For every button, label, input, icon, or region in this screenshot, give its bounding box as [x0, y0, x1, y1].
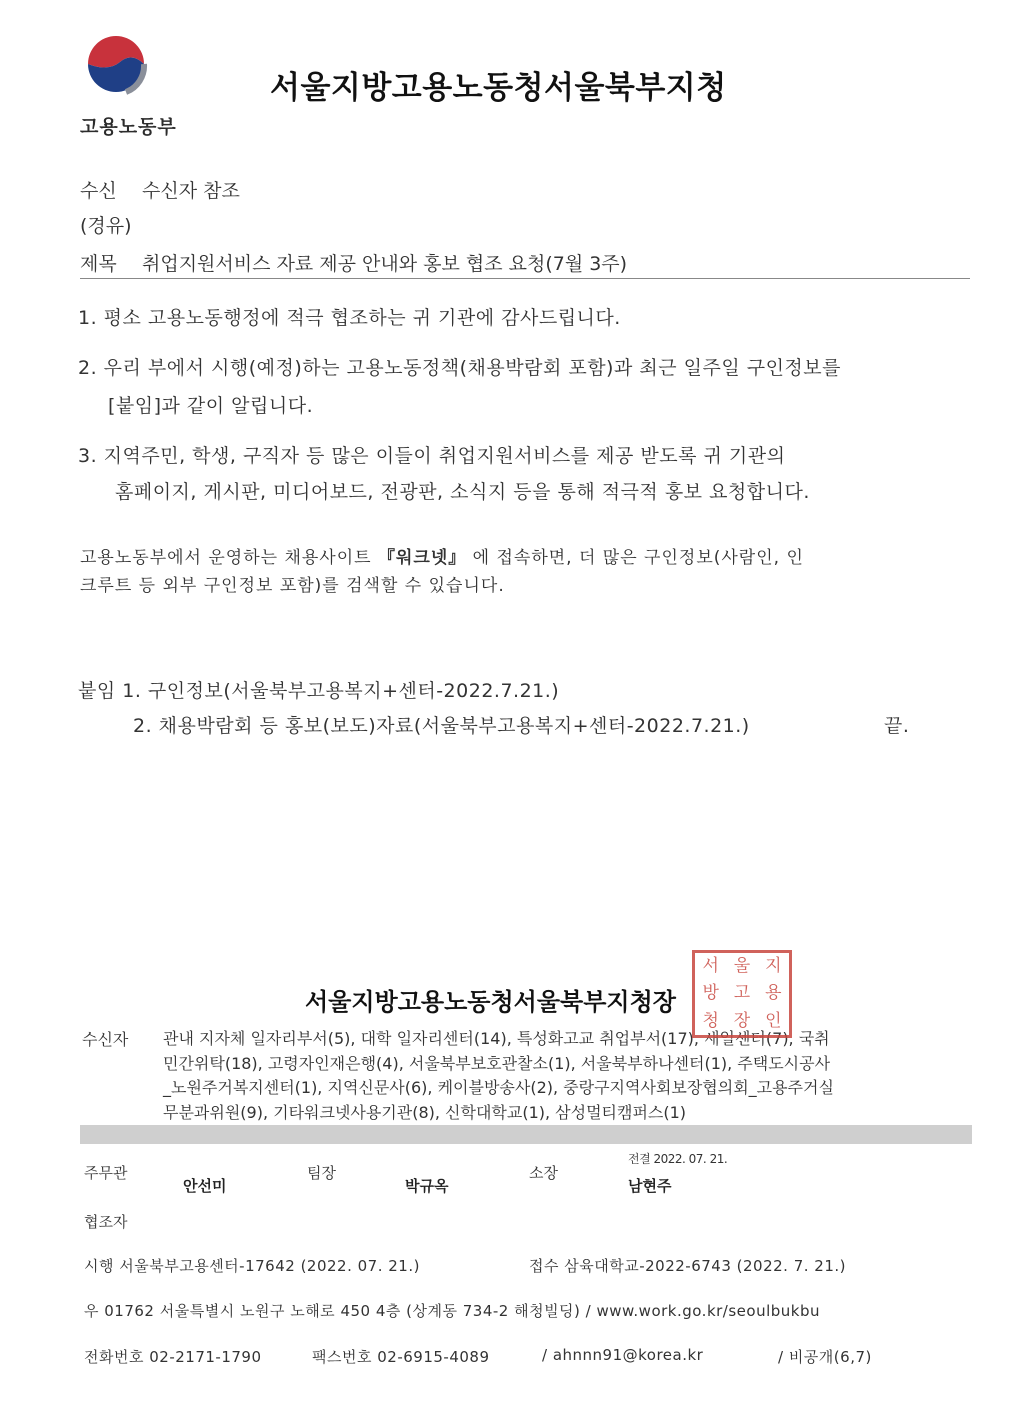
- paragraph-2-line-2: [붙임]과 같이 알립니다.: [108, 395, 314, 417]
- taegeuk-emblem-icon: [80, 30, 152, 102]
- approver-3-name: 남현주: [628, 1177, 672, 1195]
- paragraph-1: 1. 평소 고용노동행정에 적극 협조하는 귀 기관에 감사드립니다.: [78, 307, 621, 329]
- approver-3-label: 소장: [529, 1164, 558, 1182]
- header-divider: [80, 278, 970, 279]
- recipients-label: 수신자: [82, 1030, 129, 1049]
- paragraph-3-line-2: 홈페이지, 게시판, 미디어보드, 전광판, 소식지 등을 통해 적극적 홍보 요청합니다.: [115, 481, 810, 503]
- worknet-note-line-1: [80, 543, 804, 568]
- official-seal: [692, 950, 792, 1038]
- fax-number: 팩스번호 02-6915-4089: [312, 1348, 490, 1366]
- approver-2-label: 팀장: [307, 1164, 336, 1182]
- seal-glyph: 서: [702, 956, 719, 976]
- logo-text: 고용노동부: [80, 116, 177, 138]
- recipient-row: [80, 176, 240, 203]
- recipient-label: 수신: [80, 180, 117, 202]
- subject-value: 취업지원서비스 자료 제공 안내와 홍보 협조 요청(7월 3주): [142, 253, 628, 275]
- seal-glyph: 장: [733, 1010, 751, 1031]
- seal-glyph: 방: [702, 983, 719, 1004]
- approver-2-name: 박규옥: [405, 1177, 449, 1195]
- paragraph-2-line-1: 2. 우리 부에서 시행(예정)하는 고용노동정책(채용박람회 포함)과 최근 일주일 구인정보를: [78, 357, 841, 379]
- disclosure-status: / 비공개(6,7): [778, 1348, 872, 1366]
- recipients-line: 무분과위원(9), 기타워크넷사용기관(8), 신학대학교(1), 삼성멀티캠퍼스(1): [163, 1102, 687, 1122]
- worknet-note-line-2: 크루트 등 외부 구인정보 포함)를 검색할 수 있습니다.: [80, 576, 505, 596]
- seal-glyph: 고: [733, 983, 751, 1004]
- via-row: (경유): [80, 215, 132, 237]
- seal-glyph: 청: [702, 1010, 719, 1031]
- approver-1-label: 주무관: [84, 1164, 128, 1182]
- document-title: 서울지방고용노동청서울북부지청: [270, 70, 727, 106]
- ministry-logo: [80, 30, 190, 138]
- subject-label: 제목: [80, 253, 117, 275]
- email-address[interactable]: / ahnnn91@korea.kr: [542, 1346, 704, 1364]
- attachment-2: 2. 채용박람회 등 홍보(보도)자료(서울북부고용복지+센터-2022.7.21.): [133, 715, 750, 737]
- approval-date: 전결 2022. 07. 21.: [628, 1152, 728, 1166]
- subject-row: [80, 249, 627, 276]
- recipients-line: 민간위탁(18), 고령자인재은행(4), 서울북부보호관찰소(1), 서울북부하나센터(1), 주택도시공사: [163, 1053, 831, 1073]
- seal-glyph: 지: [765, 956, 782, 976]
- worknet-name: 『워크넷』: [377, 548, 467, 568]
- phone-number: 전화번호 02-2171-1790: [84, 1348, 262, 1366]
- attachment-1: 붙임 1. 구인정보(서울북부고용복지+센터-2022.7.21.): [78, 680, 560, 702]
- end-mark: 끝.: [884, 715, 910, 737]
- address-line: 우 01762 서울특별시 노원구 노해로 450 4층 (상계동 734-2 해청빌딩) / www.work.go.kr/seoulbukbu: [84, 1302, 820, 1320]
- seal-glyph: 울: [733, 956, 751, 976]
- seal-glyph: 인: [765, 1010, 782, 1031]
- paragraph-3-line-1: 3. 지역주민, 학생, 구직자 등 많은 이들이 취업지원서비스를 제공 받도록 귀 기관의: [78, 445, 786, 467]
- recipients-list: [163, 1027, 978, 1125]
- approver-1-name: 안선미: [183, 1177, 227, 1195]
- recipients-line: 관내 지자체 일자리부서(5), 대학 일자리센터(14), 특성화고교 취업부서(17), 새일센터(7), 국취: [163, 1029, 830, 1048]
- cooperator-label: 협조자: [84, 1213, 128, 1231]
- recipient-value: 수신자 참조: [142, 180, 240, 202]
- seal-glyph: 용: [765, 983, 782, 1004]
- note-text-post: 에 접속하면, 더 많은 구인정보(사람인, 인: [466, 548, 804, 568]
- grey-divider-bar: [80, 1125, 972, 1144]
- note-text-pre: 고용노동부에서 운영하는 채용사이트: [80, 548, 378, 568]
- recipients-line: _노원주거복지센터(1), 지역신문사(6), 케이블방송사(2), 중랑구지역사회보장협의회_고용주거실: [163, 1078, 834, 1097]
- signature-title: 서울지방고용노동청서울북부지청장: [305, 988, 676, 1016]
- enforcement-info: 시행 서울북부고용센터-17642 (2022. 07. 21.): [84, 1257, 420, 1275]
- receipt-info: 접수 삼육대학교-2022-6743 (2022. 7. 21.): [529, 1257, 846, 1275]
